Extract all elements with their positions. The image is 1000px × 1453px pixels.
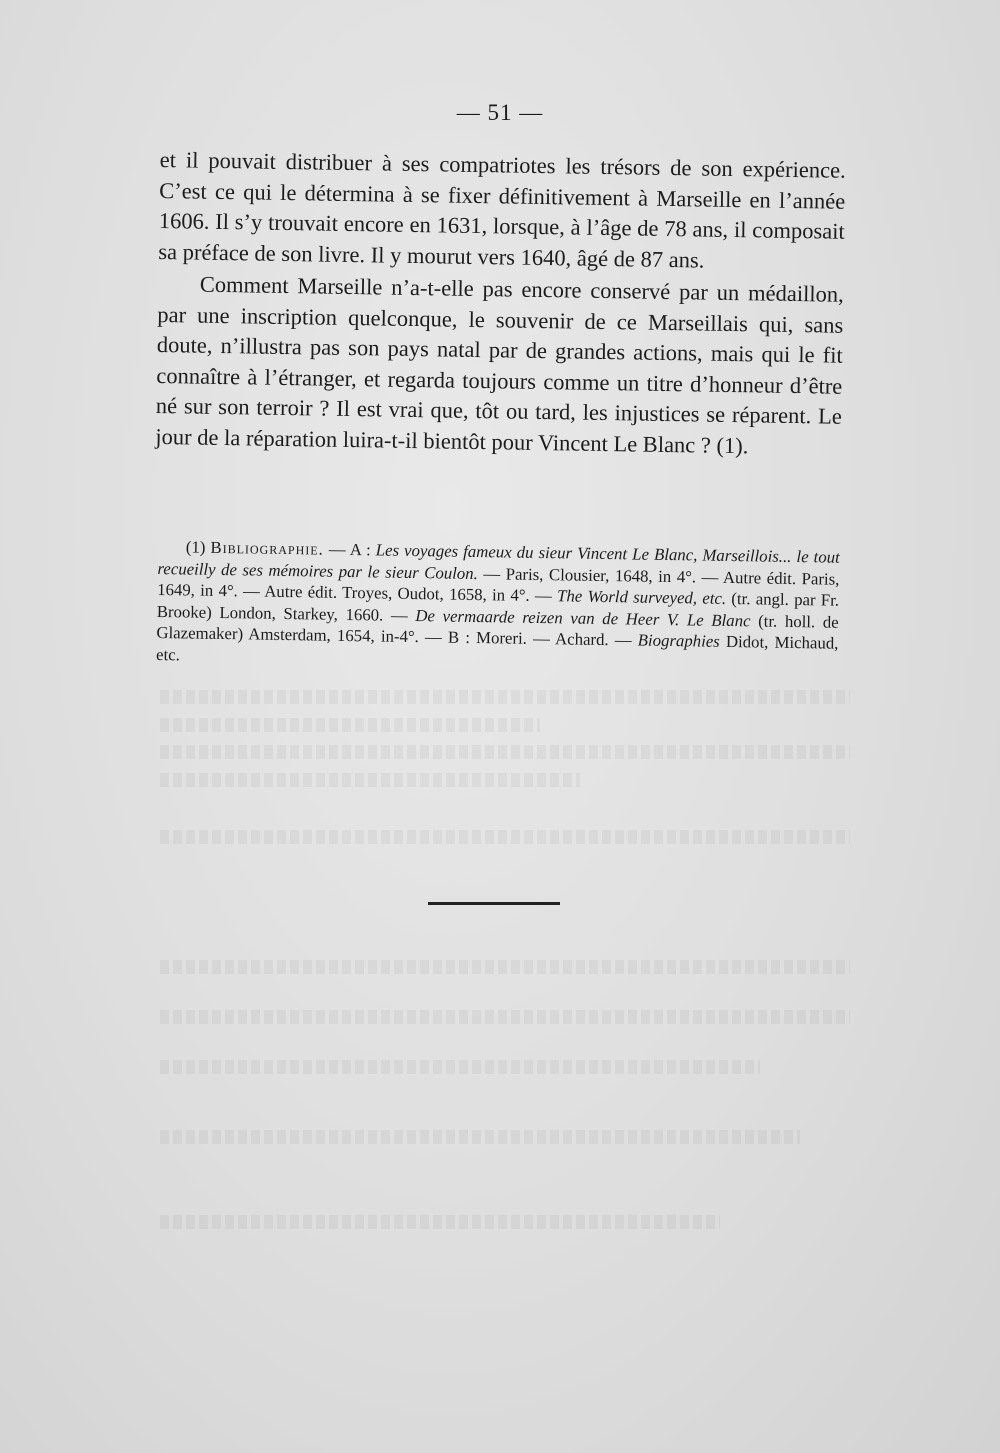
book-title: De vermaarde reizen van de Heer V. Le Blanc	[415, 605, 751, 630]
paragraph: et il pouvait distribuer à ses compatriotes les trésors de son expérience. C’est ce qui le détermina à se fixer définitivement à Marseille en l’année 1606. Il s’y trouvait encore en 1631, lorsque, à l’âge de 78 ans, il composait sa préface de son livre. Il y mourut vers 1640, âgé de 87 ans.	[158, 146, 846, 273]
bleed-through-line	[160, 1060, 760, 1074]
paragraph: Comment Marseille n’a-t-elle pas encore conservé par un médaillon, par une inscription quelconque, le souvenir de ce Marseillais qui, sans doute, n’illustra pas son pays natal par de grandes actions, mais qui le fit connaître à l’étranger, et regarda toujours comme un titre d’honneur d’être né sur son terroir ? Il est vrai que, tôt ou tard, les injustices se réparent. Le jour de la réparation luira-t-il bientôt pour Vincent Le Blanc ? (1).	[155, 271, 844, 458]
bleed-through-line	[160, 718, 540, 732]
footnote-block	[156, 536, 840, 676]
footnote-text: — Paris, Clousier, 1648, in 4°. — Autre édit. Paris, 1649, in 4°. — Autre édit. Troyes, Oudot, 1658, in 4°. —	[157, 563, 840, 606]
main-text	[155, 145, 846, 463]
end-rule	[428, 902, 560, 905]
book-title: Les voyages fameux du sieur Vincent Le Blanc, Marseillois... le tout recueilly de ses mémoires par le sieur Coulon.	[157, 540, 840, 583]
bleed-through-line	[160, 773, 580, 787]
book-title: Biographies	[637, 630, 720, 651]
bleed-through-line	[160, 1130, 800, 1144]
footnote-text: — A :	[323, 539, 376, 560]
page-number: — 51 —	[456, 100, 544, 125]
bleed-through-line	[160, 960, 850, 974]
bleed-through-line	[160, 690, 850, 704]
bleed-through-line	[160, 830, 850, 844]
footnote-text: (tr. angl. par Fr. Brooke) London, Starkey, 1660. —	[156, 588, 840, 625]
footnote	[156, 536, 840, 676]
bleed-through-line	[160, 1010, 850, 1024]
book-title: The World surveyed, etc.	[556, 586, 727, 608]
bleed-through-line	[160, 745, 850, 759]
footnote-marker: (1)	[185, 537, 206, 557]
bleed-through-line	[160, 1215, 720, 1229]
footnote-label: Bibliographie.	[210, 537, 324, 559]
footnote-text: (tr. holl. de Glazemaker) Amsterdam, 1654, in-4°. — B : Moreri. — Achard. —	[156, 610, 839, 650]
footnote-text: Didot, Michaud, etc.	[155, 631, 839, 664]
